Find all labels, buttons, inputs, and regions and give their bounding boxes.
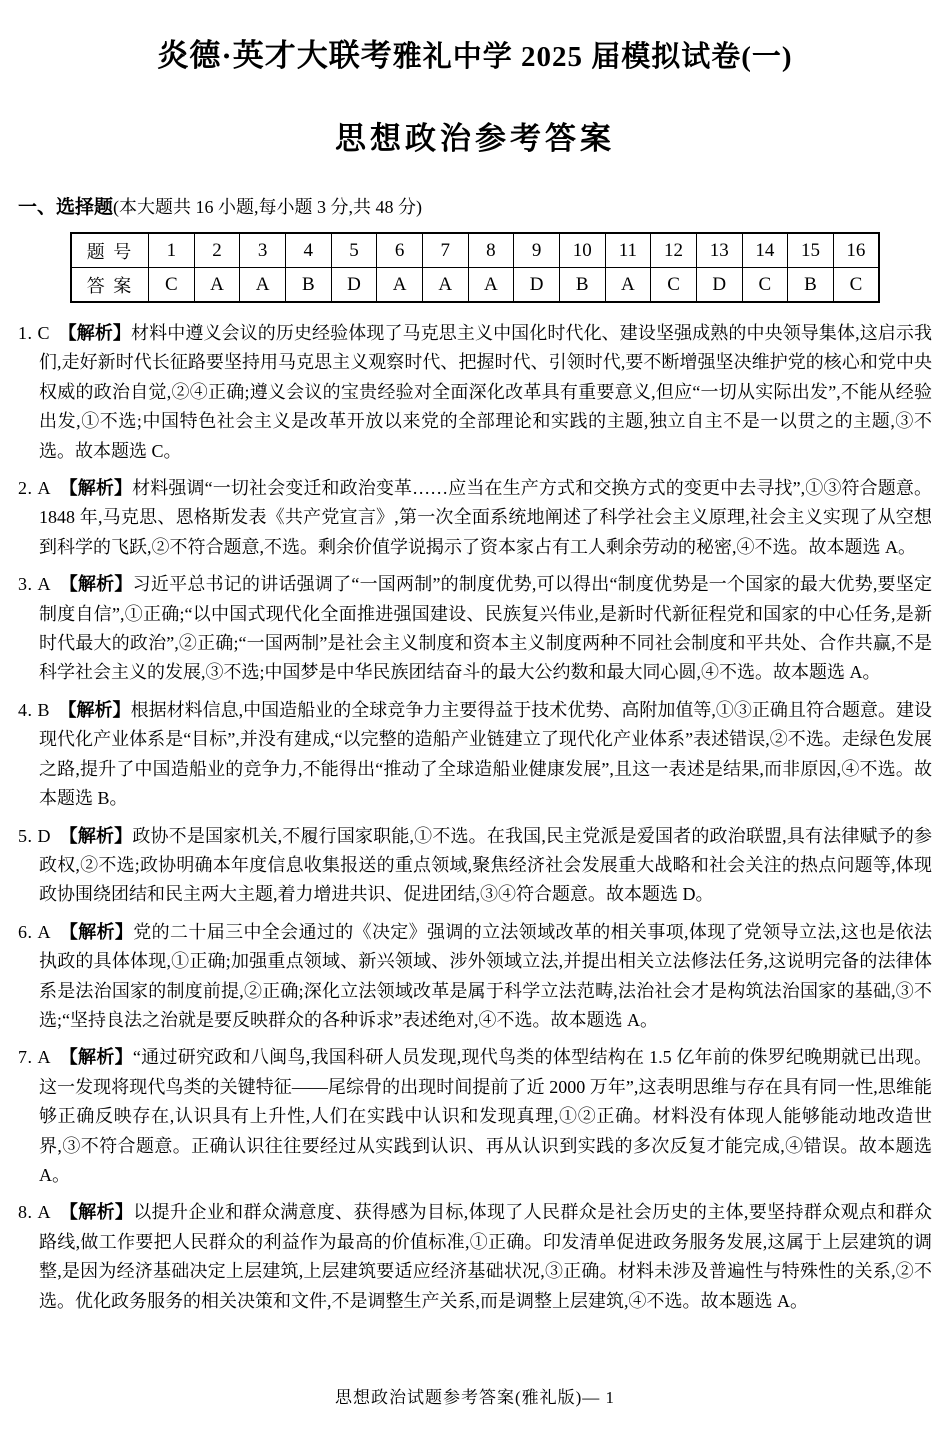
analysis-label: 【解析】 — [59, 574, 133, 595]
item-number: 5. — [18, 825, 33, 846]
answer-cell: C — [149, 268, 195, 303]
question-number-row — [71, 233, 879, 268]
item-answer: A — [37, 478, 51, 499]
section-heading — [18, 192, 932, 219]
question-number-cell: 9 — [514, 233, 560, 268]
answer-cell: B — [285, 268, 331, 303]
explanation-item-2 — [18, 474, 932, 562]
item-number: 8. — [18, 1202, 33, 1223]
explanation-item-4 — [18, 696, 932, 814]
question-number-cell: 11 — [605, 233, 651, 268]
analysis-label: 【解析】 — [58, 699, 131, 720]
analysis-label: 【解析】 — [59, 921, 134, 942]
answer-cell: A — [422, 268, 468, 303]
item-text: 根据材料信息,中国造船业的全球竞争力主要得益于技术优势、高附加值等,①③正确且符合题意。建设现代化产业体系是“目标”,并没有建成,“以完整的造船产业链建立了现代化产业体系”表述错误,②不选。走绿色发展之路,提升了中国造船业的竞争力,不能得出“推动了全球造船业健康发展”,且这一表述是结果,而非原因,④不选。故本题选 B。 — [39, 699, 933, 809]
question-number-cell: 14 — [742, 233, 788, 268]
answer-cell: C — [651, 268, 697, 303]
page-footer: 思想政治试题参考答案(雅礼版)— 1 — [334, 1388, 616, 1407]
analysis-label: 【解析】 — [59, 1202, 134, 1223]
explanation-item-8 — [18, 1198, 932, 1316]
item-number: 3. — [18, 574, 33, 595]
subject-title: 思想政治参考答案 — [335, 121, 615, 156]
explanation-item-7 — [18, 1043, 932, 1190]
analysis-label: 【解析】 — [59, 825, 133, 846]
question-number-cell: 2 — [194, 233, 240, 268]
page-title — [18, 30, 932, 75]
question-number-cell: 10 — [559, 233, 605, 268]
explanations-list — [18, 319, 932, 1316]
item-text: 习近平总书记的讲话强调了“一国两制”的制度优势,可以得出“制度优势是一个国家的最大优势,要坚定制度自信”,①正确;“以中国式现代化全面推进强国建设、民族复兴伟业,是新时代新征程党和国家的中心任务,是新时代最大的政治”,②正确;“一国两制”是社会主义制度和资本主义制度两种不同社会制度和平共处、合作共赢,不是科学社会主义的发展,③不选;中国梦是中华民族团结奋斗的最大公约数和最大同心圆,④不选。故本题选 A。 — [39, 574, 933, 683]
item-answer: D — [37, 825, 51, 846]
item-text: 党的二十届三中全会通过的《决定》强调的立法领域改革的相关事项,体现了党领导立法,这也是依法执政的具体体现,①正确;加强重点领域、新兴领域、涉外领域立法,并提出相关立法修法任务,这说明完备的法律体系是法治国家的制度前提,②正确;深化立法领域改革是属于科学立法范畴,法治社会才是构筑法治国家的基础,③不选;“坚持良法之治就是要反映群众的各种诉求”表述绝对,④不选。故本题选 A。 — [39, 921, 933, 1030]
answer-cell: A — [194, 268, 240, 303]
item-number: 7. — [18, 1047, 33, 1068]
question-number-cell: 5 — [331, 233, 377, 268]
item-number: 6. — [18, 921, 33, 942]
section-heading-note: (本大题共 16 小题,每小题 3 分,共 48 分) — [113, 197, 423, 217]
answer-cell: B — [788, 268, 834, 303]
explanation-item-3 — [18, 570, 932, 688]
item-answer: A — [37, 574, 51, 595]
analysis-label: 【解析】 — [59, 478, 133, 499]
item-answer: B — [37, 699, 50, 720]
question-number-cell: 3 — [240, 233, 286, 268]
question-number-cell: 1 — [149, 233, 195, 268]
item-text: 材料中遵义会议的历史经验体现了马克思主义中国化时代化、建设坚强成熟的中央领导集体,这启示我们,走好新时代长征路要坚持用马克思主义观察时代、把握时代、引领时代,要不断增强坚决维护党的核心和党中央权威的政治自觉,②④正确;遵义会议的宝贵经验对全面深化改革具有重要意义,但应“一切从实际出发”,不能从经验出发,①不选;中国特色社会主义是改革开放以来党的全部理论和实践的主题,独立自主不是一以贯之的主题,③不选。故本题选 C。 — [39, 323, 933, 461]
question-number-cell: 6 — [377, 233, 423, 268]
item-text: “通过研究政和八闽鸟,我国科研人员发现,现代鸟类的体型结构在 1.5 亿年前的侏罗纪晚期就已出现。这一发现将现代鸟类的关键特征——尾综骨的出现时间提前了近 2000 万年”,这表明思维与存在具有同一性,思维能够正确反映存在,认识具有上升性,人们在实践中认识和发现真理,①②正确。材料没有体现人能够能动地改造世界,③不符合题意。正确认识往往要经过从实践到认识、再从认识到实践的多次反复才能完成,④错误。故本题选 A。 — [39, 1047, 932, 1185]
answer-cell: D — [514, 268, 560, 303]
answer-cell: C — [833, 268, 879, 303]
answer-cell: D — [696, 268, 742, 303]
question-number-cell: 13 — [696, 233, 742, 268]
item-answer: A — [37, 921, 51, 942]
analysis-label: 【解析】 — [58, 323, 132, 343]
explanation-item-5 — [18, 822, 932, 910]
question-number-cell: 8 — [468, 233, 514, 268]
item-text: 以提升企业和群众满意度、获得感为目标,体现了人民群众是社会历史的主体,要坚持群众观点和群众路线,做工作要把人民群众的利益作为最高的价值标准,①正确。印发清单促进政务服务发展,这属于上层建筑的调整,是因为经济基础决定上层建筑,上层建筑要适应经济基础状况,③正确。材料未涉及普遍性与特殊性的关系,②不选。优化政务服务的相关决策和文件,不是调整生产关系,而是调整上层建筑,④不选。故本题选 A。 — [39, 1202, 933, 1311]
question-number-cell: 15 — [788, 233, 834, 268]
item-number: 2. — [18, 478, 33, 499]
answer-cell: B — [559, 268, 605, 303]
question-number-cell: 7 — [422, 233, 468, 268]
question-number-cell: 4 — [285, 233, 331, 268]
answer-table — [70, 232, 880, 303]
item-text: 政协不是国家机关,不履行国家职能,①不选。在我国,民主党派是爱国者的政治联盟,具有法律赋予的参政权,②不选;政协明确本年度信息收集报送的重点领域,聚焦经济社会发展重大战略和社会关注的热点问题等,体现政协围绕团结和民主两大主题,着力增进共识、促进团结,③④符合题意。故本题选 D。 — [39, 825, 933, 905]
section-heading-label: 一、选择题 — [18, 197, 114, 218]
explanation-item-1 — [18, 319, 932, 466]
item-text: 材料强调“一切社会变迁和政治变革……应当在生产方式和交换方式的变更中去寻找”,①③符合题意。1848 年,马克思、恩格斯发表《共产党宣言》,第一次全面系统地阐述了科学社会主义原理,社会主义实现了从空想到科学的飞跃,②不符合题意,不选。剩余价值学说揭示了资本家占有工人剩余劳动的秘密,④不选。故本题选 A。 — [39, 478, 933, 557]
answer-row — [71, 268, 879, 303]
answer-cell: A — [468, 268, 514, 303]
answer-header: 答 案 — [71, 268, 149, 303]
answer-cell: A — [240, 268, 286, 303]
question-number-cell: 12 — [651, 233, 697, 268]
item-answer: C — [37, 323, 50, 343]
answer-cell: A — [377, 268, 423, 303]
answer-cell: C — [742, 268, 788, 303]
item-number: 4. — [18, 699, 33, 720]
item-number: 1. — [18, 323, 33, 343]
question-number-cell: 16 — [833, 233, 879, 268]
item-answer: A — [37, 1202, 51, 1223]
answer-cell: D — [331, 268, 377, 303]
title-rest: 雅礼中学 2025 届模拟试卷(一) — [392, 41, 793, 73]
answer-cell: A — [605, 268, 651, 303]
question-number-header: 题 号 — [71, 233, 149, 268]
explanation-item-6 — [18, 918, 932, 1036]
analysis-label: 【解析】 — [59, 1047, 133, 1068]
item-answer: A — [37, 1047, 51, 1068]
title-brand: 炎德·英才大联考 — [157, 38, 393, 73]
